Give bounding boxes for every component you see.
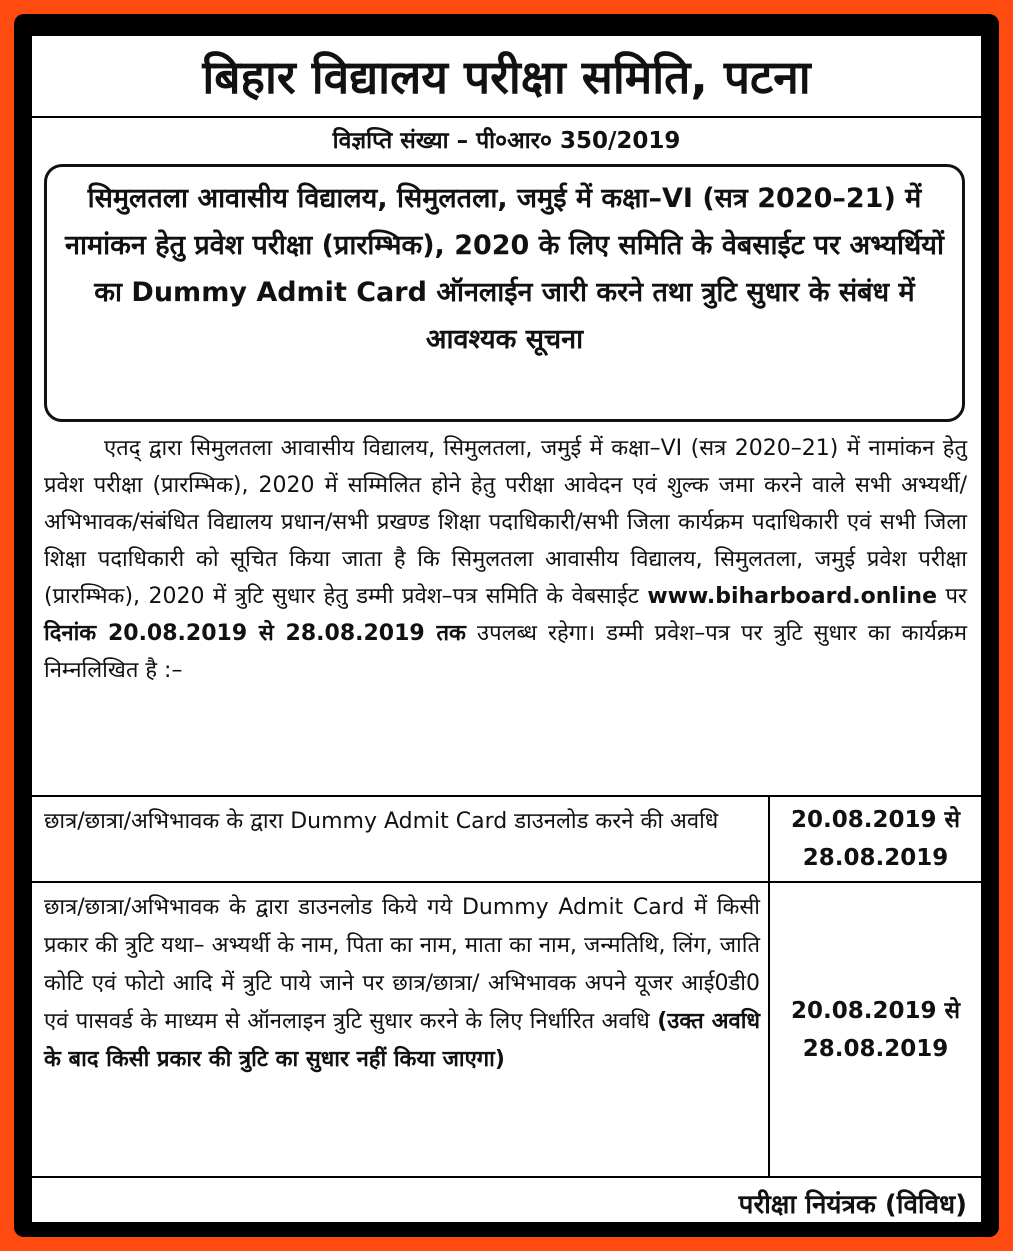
body-text-part2: पर bbox=[945, 584, 968, 609]
notice-document bbox=[30, 34, 983, 1224]
notice-header-title: बिहार विद्यालय परीक्षा समिति, पटना bbox=[32, 36, 981, 118]
body-text-part1: एतद् द्वारा सिमुलतला आवासीय विद्यालय, सिमुलतला, जमुई में कक्षा–VI (सत्र 2020–21) में नामांकन हेतु प्रवेश परीक्षा (प्रारम्भिक), 2020 में सम्मिलित होने हेतु परीक्षा आवेदन एवं शुल्क जमा करने वाले सभी अभ्यर्थी/अभिभावक/संबंधित विद्यालय प्रधान/सभी प्रखण्ड शिक्षा पदाधिकारी/सभी जिला कार्यक्रम पदाधिकारी एवं सभी जिला शिक्षा पदाधिकारी को सूचित किया जाता है कि सिमुलतला आवासीय विद्यालय, सिमुलतला, जमुई प्रवेश परीक्षा (प्रारम्भिक), 2020 में त्रुटि सुधार हेतु डम्मी प्रवेश–पत्र समिति के वेबसाईट bbox=[44, 436, 967, 609]
schedule-table bbox=[32, 795, 981, 1176]
schedule-description: छात्र/छात्रा/अभिभावक के द्वारा Dummy Admit Card डाउनलोड करने की अवधि bbox=[32, 796, 769, 882]
website-link: www.biharboard.online bbox=[647, 584, 938, 609]
body-text-part3: उपलब्ध रहेगा। डम्मी प्रवेश–पत्र पर त्रुटि सुधार का कार्यक्रम निम्नलिखित है :– bbox=[44, 621, 967, 683]
schedule-note: (उक्त अवधि के बाद किसी प्रकार की त्रुटि का सुधार नहीं किया जाएगा) bbox=[44, 1009, 760, 1072]
schedule-date: 20.08.2019 से 28.08.2019 bbox=[769, 882, 981, 1176]
notice-body-paragraph bbox=[32, 422, 981, 795]
schedule-description bbox=[32, 882, 769, 1176]
notice-reference-number: विज्ञप्ति संख्या – पी०आर० 350/2019 bbox=[332, 128, 681, 154]
schedule-date: 20.08.2019 से 28.08.2019 bbox=[769, 796, 981, 882]
notice-subject-box: सिमुलतला आवासीय विद्यालय, सिमुलतला, जमुई में कक्षा–VI (सत्र 2020–21) में नामांकन हेतु प्रवेश परीक्षा (प्रारम्भिक), 2020 के लिए समिति के वेबसाईट पर अभ्यर्थियों का Dummy Admit Card ऑनलाईन जारी करने तथा त्रुटि सुधार के संबंध में आवश्यक सूचना bbox=[44, 164, 965, 422]
schedule-description-text: छात्र/छात्रा/अभिभावक के द्वारा डाउनलोड किये गये Dummy Admit Card में किसी प्रकार की त्रुटि यथा– अभ्यर्थी के नाम, पिता का नाम, माता का नाम, जन्मतिथि, लिंग, जाति कोटि एवं फोटो आदि में त्रुटि पाये जाने पर छात्र/छात्रा/ अभिभावक अपने यूजर आई0डी0 एवं पासवर्ड के माध्यम से ऑनलाइन त्रुटि सुधार करने के लिए निर्धारित अवधि bbox=[44, 895, 760, 1034]
notice-footer-signatory: परीक्षा नियंत्रक (विविध) bbox=[32, 1176, 981, 1228]
table-row bbox=[32, 796, 981, 882]
table-row bbox=[32, 882, 981, 1176]
availability-date-range: दिनांक 20.08.2019 से 28.08.2019 तक bbox=[44, 621, 466, 646]
